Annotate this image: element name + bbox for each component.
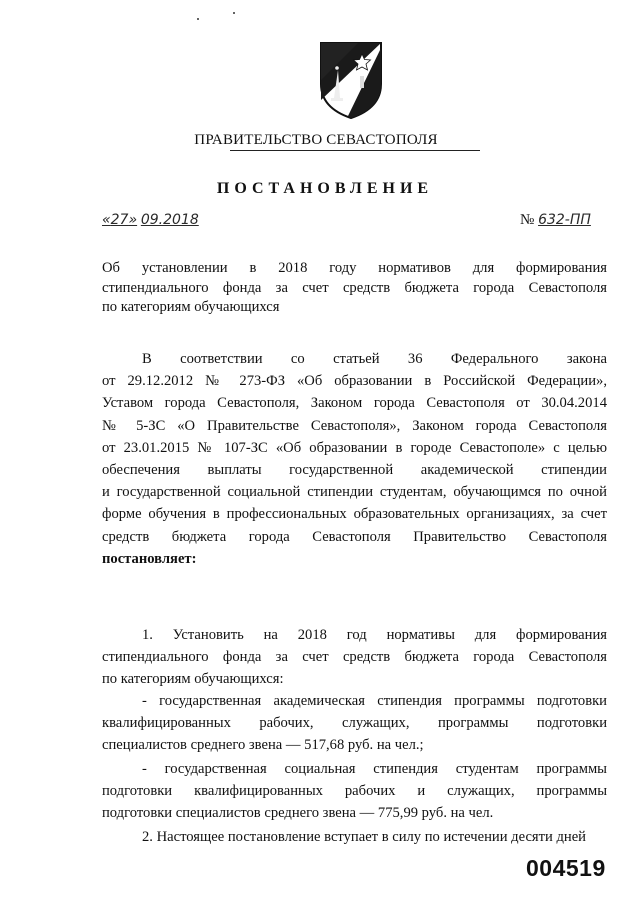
- decree-word: постановляет:: [102, 550, 197, 567]
- serial-number: 004519: [526, 855, 606, 881]
- item-1: [102, 624, 607, 691]
- bullet-line: подготовки квалифицированных рабочих и служащих, программы: [102, 783, 607, 800]
- bullet-line: подготовки специалистов среднего звена — 775,99 руб. на чел.: [102, 805, 494, 822]
- government-name: ПРАВИТЕЛЬСТВО СЕВАСТОПОЛЯ: [194, 132, 438, 148]
- number-value: 632-ПП: [538, 212, 591, 228]
- item-1-line: стипендиального фонда за счет средств бюджета города Севастополя: [102, 649, 607, 666]
- preamble-paragraph: [102, 348, 607, 570]
- date-open-quote: «: [102, 212, 111, 228]
- preamble-line: от 23.01.2015 № 107-ЗС «Об образовании в городе Севастополе» с целью: [102, 439, 607, 456]
- number-sign: №: [520, 212, 535, 228]
- preamble-line: В соответствии со статьей 36 Федерального закона: [142, 351, 607, 367]
- scan-speck: [197, 18, 199, 20]
- document-type: ПОСТАНОВЛЕНИЕ: [216, 180, 434, 197]
- subject-line: по категориям обучающихся: [102, 299, 280, 315]
- subject-line: стипендиального фонда за счет средств бюджета города Севастополя: [102, 279, 607, 296]
- item-1-line: 1. Установить на 2018 год нормативы для формирования: [142, 627, 607, 643]
- bullet-line: - государственная социальная стипендия студентам программы: [142, 761, 607, 777]
- date-month-year: 09.2018: [140, 212, 199, 228]
- sevastopol-coat-of-arms-icon: [318, 40, 384, 120]
- preamble-line: форме обучения в профессиональных образовательных организациях, за счет: [102, 506, 607, 523]
- bullet-social-stipend: [102, 758, 607, 825]
- date-day: 27: [110, 212, 129, 228]
- bullet-line: квалифицированных рабочих, служащих, программы подготовки: [102, 715, 607, 732]
- preamble-line: от 29.12.2012 № 273-ФЗ «Об образовании в Российской Федерации»,: [102, 373, 607, 390]
- document-date: [102, 212, 199, 229]
- preamble-line: Уставом города Севастополя, Законом города Севастополя от 30.04.2014: [102, 395, 607, 412]
- preamble-line: средств бюджета города Севастополя Правительство Севастополя: [102, 528, 607, 545]
- item-2: [102, 826, 607, 848]
- header-divider: [230, 150, 480, 151]
- preamble-line: № 5-ЗС «О Правительстве Севастополя», Законом города Севастополя: [102, 417, 607, 434]
- item-2-line: 2. Настоящее постановление вступает в силу по истечении десяти дней: [142, 829, 586, 845]
- preamble-line: обеспечения выплаты государственной академической стипендии: [102, 462, 607, 479]
- document-subject: [102, 259, 607, 318]
- scan-speck: [233, 12, 235, 14]
- bullet-academic-stipend: [102, 690, 607, 757]
- document-number: [520, 212, 591, 229]
- subject-line: Об установлении в 2018 году нормативов для формирования: [102, 260, 607, 276]
- date-close-quote: »: [128, 212, 138, 228]
- bullet-line: специалистов среднего звена — 517,68 руб. на чел.;: [102, 737, 424, 754]
- item-1-line: по категориям обучающихся:: [102, 671, 284, 688]
- preamble-line: и государственной социальной стипендии студентам, обучающимся по очной: [102, 484, 607, 501]
- bullet-line: - государственная академическая стипендия программы подготовки: [142, 693, 607, 709]
